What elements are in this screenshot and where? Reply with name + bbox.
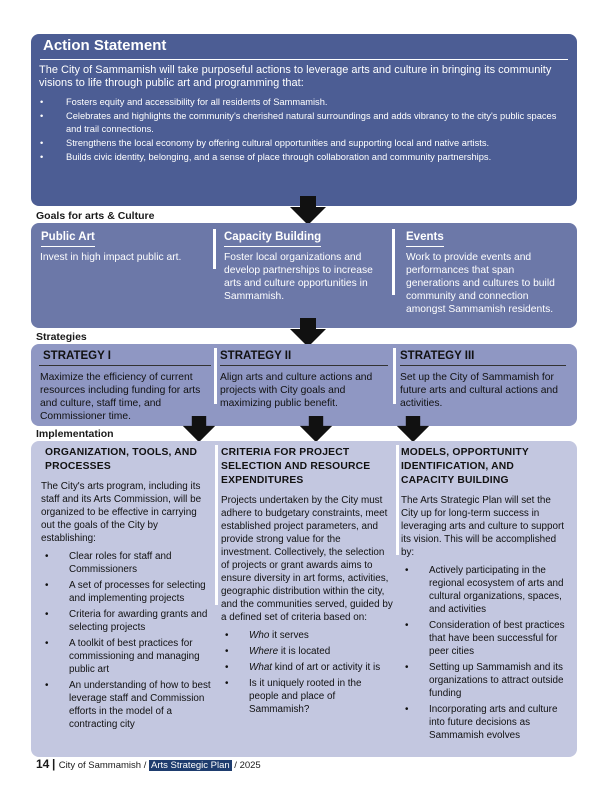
- strategy-text: Set up the City of Sammamish for future arts and cultural actions and activities.: [400, 372, 558, 409]
- down-arrow-icon: [288, 196, 328, 226]
- goals-box: [31, 223, 577, 328]
- column-divider: [396, 445, 399, 555]
- implementation-title: MODELS, OPPORTUNITY IDENTIFICATION, AND CAPACITY BUILDING: [401, 447, 529, 486]
- strategies-label: Strategies: [36, 331, 87, 343]
- footer-year: / 2025: [234, 760, 261, 771]
- strategy-3: [400, 349, 566, 410]
- implementation-text: The Arts Strategic Plan will set the City up for long-term success in leveraging arts and culture to support its vision. This will be accomplished by:: [401, 495, 565, 558]
- action-bullet: • Strengthens the local economy by offering cultural opportunities and supporting local and native artists.: [39, 137, 573, 150]
- list-item: • Where it is located: [221, 645, 393, 658]
- list-item: • Clear roles for staff and Commissioners: [41, 550, 213, 576]
- page-footer: 14 | City of Sammamish / Arts Strategic Plan / 2025: [36, 757, 261, 771]
- goal-text: Invest in high impact public art.: [40, 252, 182, 263]
- page-number: 14: [36, 757, 50, 771]
- implementation-list: [401, 564, 569, 742]
- action-bullet: • Builds civic identity, belonging, and a sense of place through collaboration and community partnerships.: [39, 151, 573, 164]
- goal-capacity-building: [224, 227, 384, 303]
- implementation-title: CRITERIA FOR PROJECT SELECTION AND RESOURCE EXPENDITURES: [221, 447, 371, 486]
- strategy-text: Align arts and culture actions and projects with City goals and maximizing public benefit.: [220, 372, 373, 409]
- column-divider: [392, 229, 395, 295]
- column-divider: [393, 348, 396, 404]
- criteria-list: [221, 629, 393, 716]
- implementation-label: Implementation: [36, 428, 114, 440]
- implementation-title: ORGANIZATION, TOOLS, AND PROCESSES: [45, 447, 198, 472]
- footer-document-title: Arts Strategic Plan: [150, 760, 230, 771]
- implementation-text: Projects undertaken by the City must adhere to budgetary constraints, meet established project parameters, and provide strong value for the investment. Collectively, the selection of projects or grant awards aims to ensure diversity in art forms, activities, geographic distribution within the city, and the communities served, guided by a defined set of criteria based on:: [221, 495, 393, 623]
- strategies-box: [31, 344, 577, 426]
- goal-title: Capacity Building: [224, 230, 321, 247]
- implementation-col-organization: [41, 446, 213, 734]
- list-item: • Incorporating arts and culture into future decisions as Sammamish evolves: [401, 703, 569, 742]
- goal-public-art: [41, 227, 209, 264]
- goals-label: Goals for arts & Culture: [36, 210, 155, 222]
- action-bullet: • Fosters equity and accessibility for all residents of Sammamish.: [39, 96, 573, 109]
- implementation-box: [31, 441, 577, 757]
- strategy-1: [39, 349, 211, 423]
- list-item: • Consideration of best practices that have been successful for peer cities: [401, 619, 569, 658]
- list-item: • Is it uniquely rooted in the people and place of Sammamish?: [221, 677, 393, 716]
- action-statement-box: [31, 34, 577, 206]
- list-item: • Criteria for awarding grants and selecting projects: [41, 608, 213, 634]
- column-divider: [213, 229, 216, 269]
- action-statement-intro: The City of Sammamish will take purposeful actions to leverage arts and culture in bringing its community visions to life through public art and programming that:: [39, 64, 552, 89]
- column-divider: [215, 445, 218, 605]
- strategy-2: [220, 349, 388, 410]
- list-item: • Who it serves: [221, 629, 393, 642]
- strategy-title: STRATEGY I: [39, 349, 211, 366]
- goal-events: [406, 227, 566, 316]
- goal-title: Events: [406, 230, 444, 247]
- list-item: • A set of processes for selecting and implementing projects: [41, 579, 213, 605]
- list-item: • Actively participating in the regional ecosystem of arts and cultural organizations, spaces, and activities: [401, 564, 569, 616]
- list-item: • Setting up Sammamish and its organizations to attract outside funding: [401, 661, 569, 700]
- implementation-list: [41, 550, 213, 731]
- implementation-col-models: [401, 446, 569, 745]
- goal-text: Work to provide events and performances that span generations and cultures to build community and connection amongst Sammamish residents.: [406, 252, 555, 315]
- down-arrow-icon: [395, 416, 431, 443]
- title-rule: [40, 59, 568, 60]
- implementation-text: The City's arts program, including its staff and its Arts Commission, will be organized to be effective in carrying out the goals of the City by establishing:: [41, 481, 202, 544]
- strategy-text: Maximize the efficiency of current resources including funding for arts and culture, staff time, and Commissioner time.: [40, 372, 201, 422]
- strategy-title: STRATEGY III: [400, 349, 566, 366]
- footer-city: City of Sammamish /: [58, 760, 147, 771]
- down-arrow-icon: [298, 416, 334, 443]
- strategy-title: STRATEGY II: [220, 349, 388, 366]
- list-item: • What kind of art or activity it is: [221, 661, 393, 674]
- action-bullet-list: [39, 96, 573, 165]
- list-item: • A toolkit of best practices for commissioning and managing public art: [41, 637, 213, 676]
- action-statement-title: Action Statement: [43, 37, 167, 54]
- goal-title: Public Art: [41, 230, 95, 247]
- goal-text: Foster local organizations and develop partnerships to increase arts and culture opportunities in Sammamish.: [224, 252, 373, 302]
- column-divider: [214, 348, 217, 404]
- down-arrow-icon: [181, 416, 217, 443]
- implementation-col-criteria: [221, 446, 393, 719]
- list-item: • An understanding of how to best leverage staff and Commission efforts in the model of a contracting city: [41, 679, 213, 731]
- action-bullet: • Celebrates and highlights the community's cherished natural surroundings and adds vibrancy to the city's public spaces and trail connections.: [39, 110, 573, 135]
